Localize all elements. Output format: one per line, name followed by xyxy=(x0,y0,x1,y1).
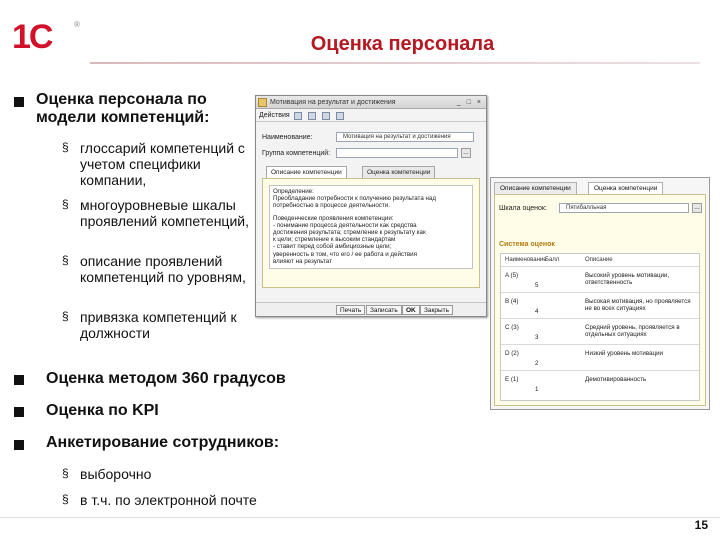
bullet-marker xyxy=(14,440,24,450)
print-button[interactable]: Печать xyxy=(336,305,365,315)
window-icon xyxy=(258,98,267,107)
row-mark: 4 xyxy=(535,308,539,315)
logo-registered-mark: ® xyxy=(74,20,80,29)
bullet-kpi: Оценка по KPI xyxy=(46,402,159,419)
memo-line: к цели; стремление к высоким стандартам xyxy=(273,236,396,244)
sub-bullet-levels: описание проявлений компетенций по уровням, xyxy=(80,253,246,285)
window-toolbar xyxy=(256,109,486,122)
col-mark: Балл xyxy=(545,257,560,263)
description-panel xyxy=(262,178,480,288)
sub-bullet-marker: § xyxy=(62,253,69,267)
title-rule xyxy=(90,62,700,64)
evaluation-panel xyxy=(494,194,706,406)
slide-title: Оценка персонала xyxy=(310,33,495,55)
grid-divider xyxy=(501,344,699,345)
memo-line: потребностью в процессе деятельности. xyxy=(273,202,390,210)
page-number: 15 xyxy=(694,518,708,532)
sub-bullet-position: привязка компетенций к должности xyxy=(80,309,237,341)
sub-bullet-marker: § xyxy=(62,492,69,506)
memo-line: - ставит перед собой амбициозные цели; xyxy=(273,243,392,251)
add-icon[interactable] xyxy=(294,112,302,120)
memo-line: - понимание процесса деятельности как средства xyxy=(273,221,417,229)
name-label: Наименование: xyxy=(262,134,313,141)
sub-bullet-selective: выборочно xyxy=(80,466,152,482)
scale-field[interactable]: Пятибалльная xyxy=(559,203,689,213)
ok-button[interactable]: OK xyxy=(402,305,420,315)
row-code: E (1) xyxy=(505,376,519,383)
logo-text: 1С xyxy=(12,18,52,56)
group-label: Группа компетенций: xyxy=(262,150,331,157)
group-field[interactable] xyxy=(336,148,458,158)
evaluation-tab-window xyxy=(490,177,710,410)
sub-bullet-scales: многоуровневые шкалы проявлений компетенций, xyxy=(80,197,249,229)
sub-bullet-marker: § xyxy=(62,309,69,323)
description-memo[interactable] xyxy=(269,185,473,269)
bullet-competency-model: Оценка персонала по модели компетенций: xyxy=(36,91,210,126)
row-description: Высокий уровень мотивации, ответственность xyxy=(585,272,670,286)
row-description: Средний уровень, проявляется в отдельных ситуациях xyxy=(585,324,680,338)
row-code: B (4) xyxy=(505,298,519,305)
list-icon[interactable] xyxy=(322,112,330,120)
actions-menu[interactable]: Действия xyxy=(259,112,290,119)
competency-form-window xyxy=(255,95,487,317)
help-icon[interactable] xyxy=(336,112,344,120)
memo-line: уверенность в том, что его / ее работа и действия xyxy=(273,250,417,258)
col-description: Описание xyxy=(585,257,613,263)
window-button-bar xyxy=(256,302,486,316)
row-description: Высокая мотивация, но проявляется не во всех ситуациях xyxy=(585,298,691,312)
row-code: D (2) xyxy=(505,350,519,357)
scores-table xyxy=(500,253,700,401)
tab-description-2[interactable]: Описание компетенции xyxy=(494,182,577,194)
row-mark: 1 xyxy=(535,386,539,393)
close-button[interactable]: Закрыть xyxy=(420,305,453,315)
row-code: A (5) xyxy=(505,272,519,279)
scale-label: Шкала оценок: xyxy=(499,205,547,212)
grid-divider xyxy=(501,370,699,371)
row-mark: 5 xyxy=(535,282,539,289)
bullet-survey: Анкетирование сотрудников: xyxy=(46,434,280,451)
row-code: C (3) xyxy=(505,324,519,331)
memo-line: Поведенческие проявления компетенции: xyxy=(273,214,394,222)
sub-bullet-marker: § xyxy=(62,140,69,154)
row-mark: 3 xyxy=(535,334,539,341)
tab-evaluation-2[interactable]: Оценка компетенции xyxy=(588,182,663,194)
bullet-marker xyxy=(14,407,24,417)
scale-select-button[interactable]: … xyxy=(694,205,700,211)
row-description: Демотивированность xyxy=(585,376,647,383)
bullet-marker xyxy=(14,375,24,385)
tab-evaluation[interactable]: Оценка компетенции xyxy=(362,166,435,178)
group-select-button[interactable]: … xyxy=(463,150,469,156)
memo-line: влияют на результат xyxy=(273,257,332,265)
row-description: Низкий уровень мотивации xyxy=(585,350,663,357)
sub-bullet-marker: § xyxy=(62,197,69,211)
grid-divider xyxy=(501,292,699,293)
write-button[interactable]: Записать xyxy=(366,305,402,315)
sub-bullet-email: в т.ч. по электронной почте xyxy=(80,492,257,508)
row-mark: 2 xyxy=(535,360,539,367)
memo-line: Преобладание потребности к получению результата над xyxy=(273,195,436,203)
window-titlebar xyxy=(256,96,486,109)
grid-divider xyxy=(501,266,699,267)
bullet-marker xyxy=(14,97,24,107)
memo-line: Определение: xyxy=(273,188,314,195)
sub-bullet-marker: § xyxy=(62,466,69,480)
window-controls[interactable]: _ □ × xyxy=(456,99,483,106)
save-icon[interactable] xyxy=(308,112,316,120)
sub-bullet-glossary: глоссарий компетенций с учетом специфики компании, xyxy=(80,140,245,188)
window-title: Мотивация на результат и достижения xyxy=(270,99,396,106)
tab-description[interactable]: Описание компетенции xyxy=(266,166,347,179)
scores-section-title: Система оценок xyxy=(499,241,555,248)
memo-line: достижения результата; стремление к результату как xyxy=(273,229,426,237)
col-name: Наименование xyxy=(505,257,547,263)
name-field[interactable]: Мотивация на результат и достижения xyxy=(336,132,474,142)
grid-divider xyxy=(501,318,699,319)
bullet-360: Оценка методом 360 градусов xyxy=(46,370,286,387)
footer-rule xyxy=(0,517,720,518)
